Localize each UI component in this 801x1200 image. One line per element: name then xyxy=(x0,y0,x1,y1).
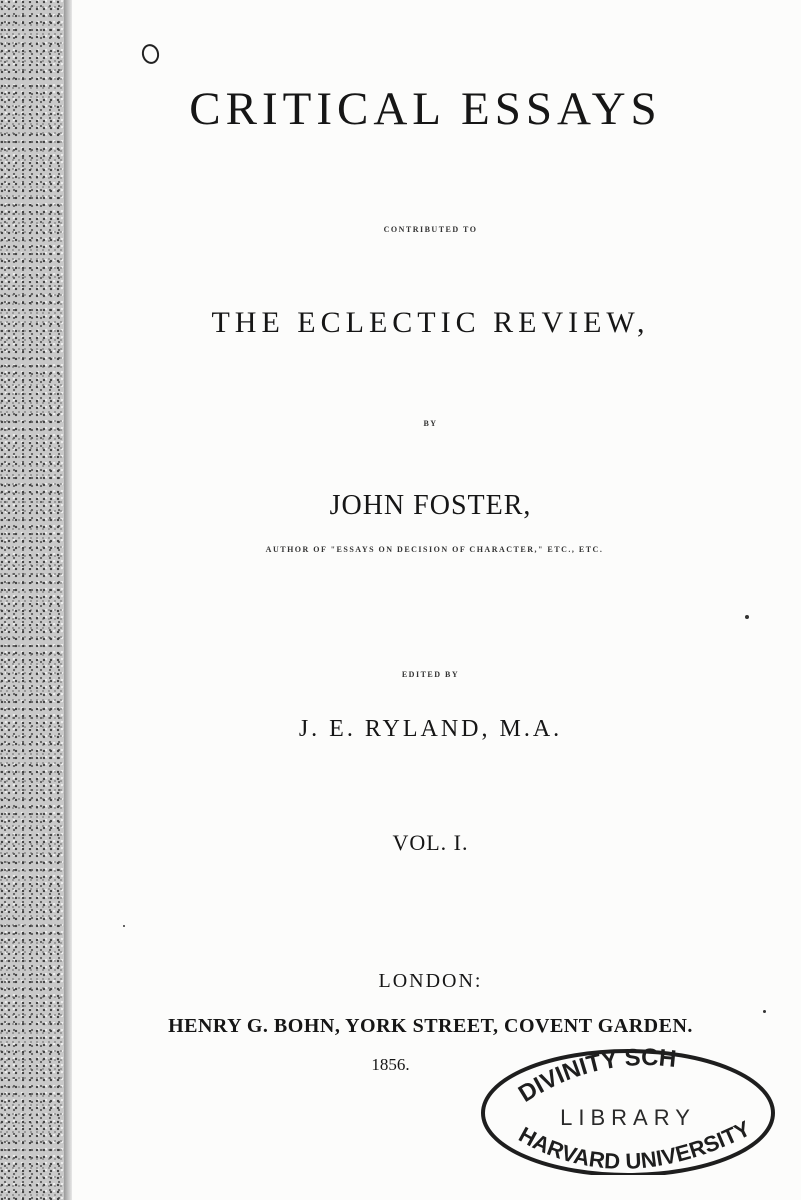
ink-speck xyxy=(745,615,749,619)
author-name: JOHN FOSTER, xyxy=(329,490,532,521)
periodical-name: THE ECLECTIC REVIEW, xyxy=(211,306,650,339)
volume-number: VOL. I. xyxy=(392,830,469,855)
ink-speck xyxy=(763,1010,766,1013)
author-credentials: AUTHOR OF "ESSAYS ON DECISION OF CHARACTER," ETC., ETC. xyxy=(265,545,604,554)
publication-place: LONDON: xyxy=(378,970,483,992)
editor-name: J. E. RYLAND, M.A. xyxy=(298,716,563,742)
stamp-text-top: DIVINITY SCH xyxy=(513,1044,678,1108)
edited-by-label: EDITED BY xyxy=(401,670,460,679)
by-label: BY xyxy=(423,419,438,428)
publisher-line: HENRY G. BOHN, YORK STREET, COVENT GARDEN. xyxy=(168,1015,693,1037)
library-stamp-graphic xyxy=(478,1035,778,1175)
pencil-mark xyxy=(140,42,162,66)
ink-speck xyxy=(123,925,125,927)
publication-year: 1856. xyxy=(371,1055,410,1074)
contributed-to-label: CONTRIBUTED TO xyxy=(383,225,478,234)
stamp-text-bottom: HARVARD UNIVERSITY xyxy=(514,1115,755,1174)
library-stamp xyxy=(478,1035,778,1175)
book-title: CRITICAL ESSAYS xyxy=(189,83,662,135)
stamp-text-middle: LIBRARY xyxy=(560,1105,696,1130)
